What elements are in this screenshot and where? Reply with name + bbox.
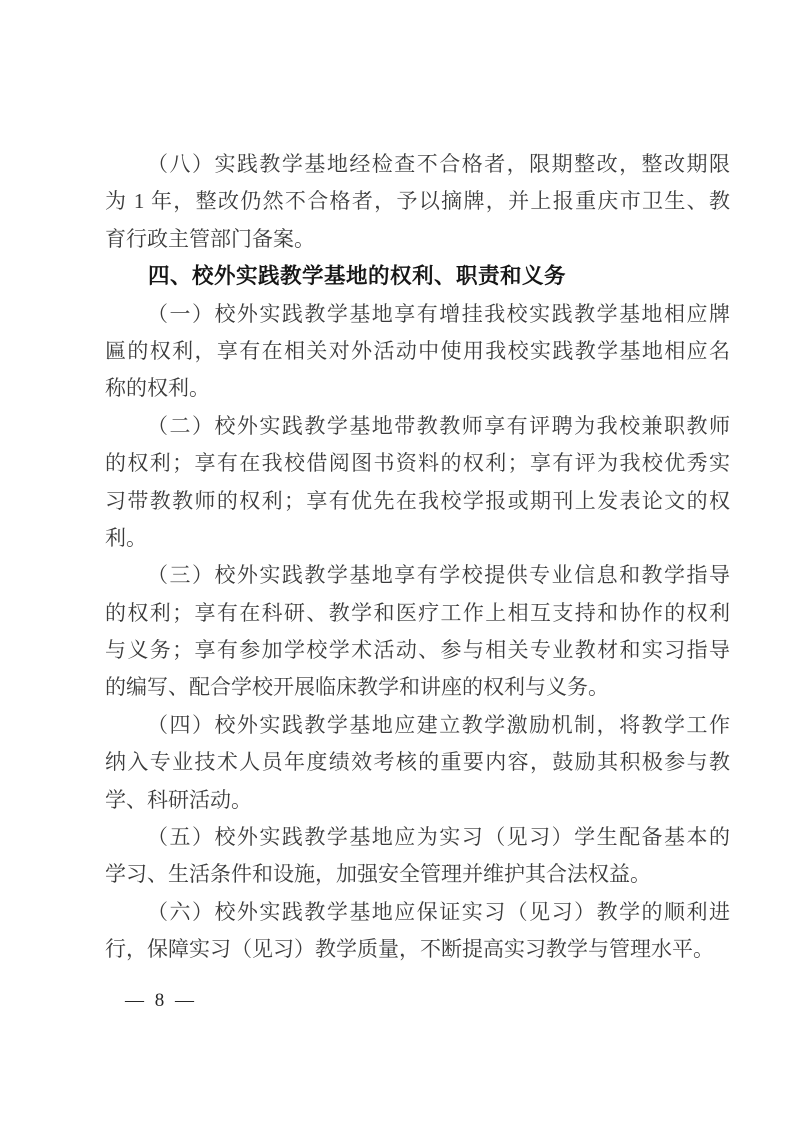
para-item-8 [105,146,730,258]
document-content [105,146,730,969]
text-line: 利。 [105,525,147,550]
page-number: — 8 — [125,990,197,1011]
text-line: 行，保障实习（见习）教学质量，不断提高实习教学与管理水平。 [105,937,714,962]
text-line: 习带教教师的权利；享有优先在我校学报或期刊上发表论文的权 [105,488,730,513]
text-line: 匾的权利，享有在相关对外活动中使用我校实践教学基地相应名 [105,338,730,363]
text-line: 与义务；享有参加学校学术活动、参与相关专业教材和实习指导 [105,638,730,663]
heading-section-4 [105,258,730,295]
para-item-2 [105,408,730,558]
para-item-3 [105,557,730,707]
text-line: 的权利；享有在我校借阅图书资料的权利；享有评为我校优秀实 [105,451,730,476]
text-line: 的权利；享有在科研、教学和医疗工作上相互支持和协作的权利 [105,600,730,625]
text-line: （一）校外实践教学基地享有增挂我校实践教学基地相应牌 [147,301,730,326]
text-line: 学、科研活动。 [105,787,252,812]
text-line: （五）校外实践教学基地应为实习（见习）学生配备基本的 [147,825,730,850]
text-line: 纳入专业技术人员年度绩效考核的重要内容，鼓励其积极参与教 [105,750,730,775]
text-line: 学习、生活条件和设施，加强安全管理并维护其合法权益。 [105,862,651,887]
text-line: （二）校外实践教学基地带教教师享有评聘为我校兼职教师 [147,413,730,438]
para-item-6 [105,894,730,969]
text-line: 的编写、配合学校开展临床教学和讲座的权利与义务。 [105,675,609,700]
text-line: 育行政主管部门备案。 [105,226,315,251]
text-line: （八）实践教学基地经检查不合格者，限期整改，整改期限 [147,152,730,176]
text-line: （六）校外实践教学基地应保证实习（见习）教学的顺利进 [147,899,730,924]
text-line: （三）校外实践教学基地享有学校提供专业信息和教学指导 [147,563,730,588]
para-item-5 [105,819,730,894]
text-line: 为 1 年，整改仍然不合格者，予以摘牌，并上报重庆市卫生、教 [105,189,730,214]
section-heading-text: 四、校外实践教学基地的权利、职责和义务 [148,264,567,289]
text-line: （四）校外实践教学基地应建立教学激励机制，将教学工作 [147,712,730,737]
para-item-4 [105,707,730,819]
text-line: 称的权利。 [105,376,210,401]
para-item-1 [105,296,730,408]
